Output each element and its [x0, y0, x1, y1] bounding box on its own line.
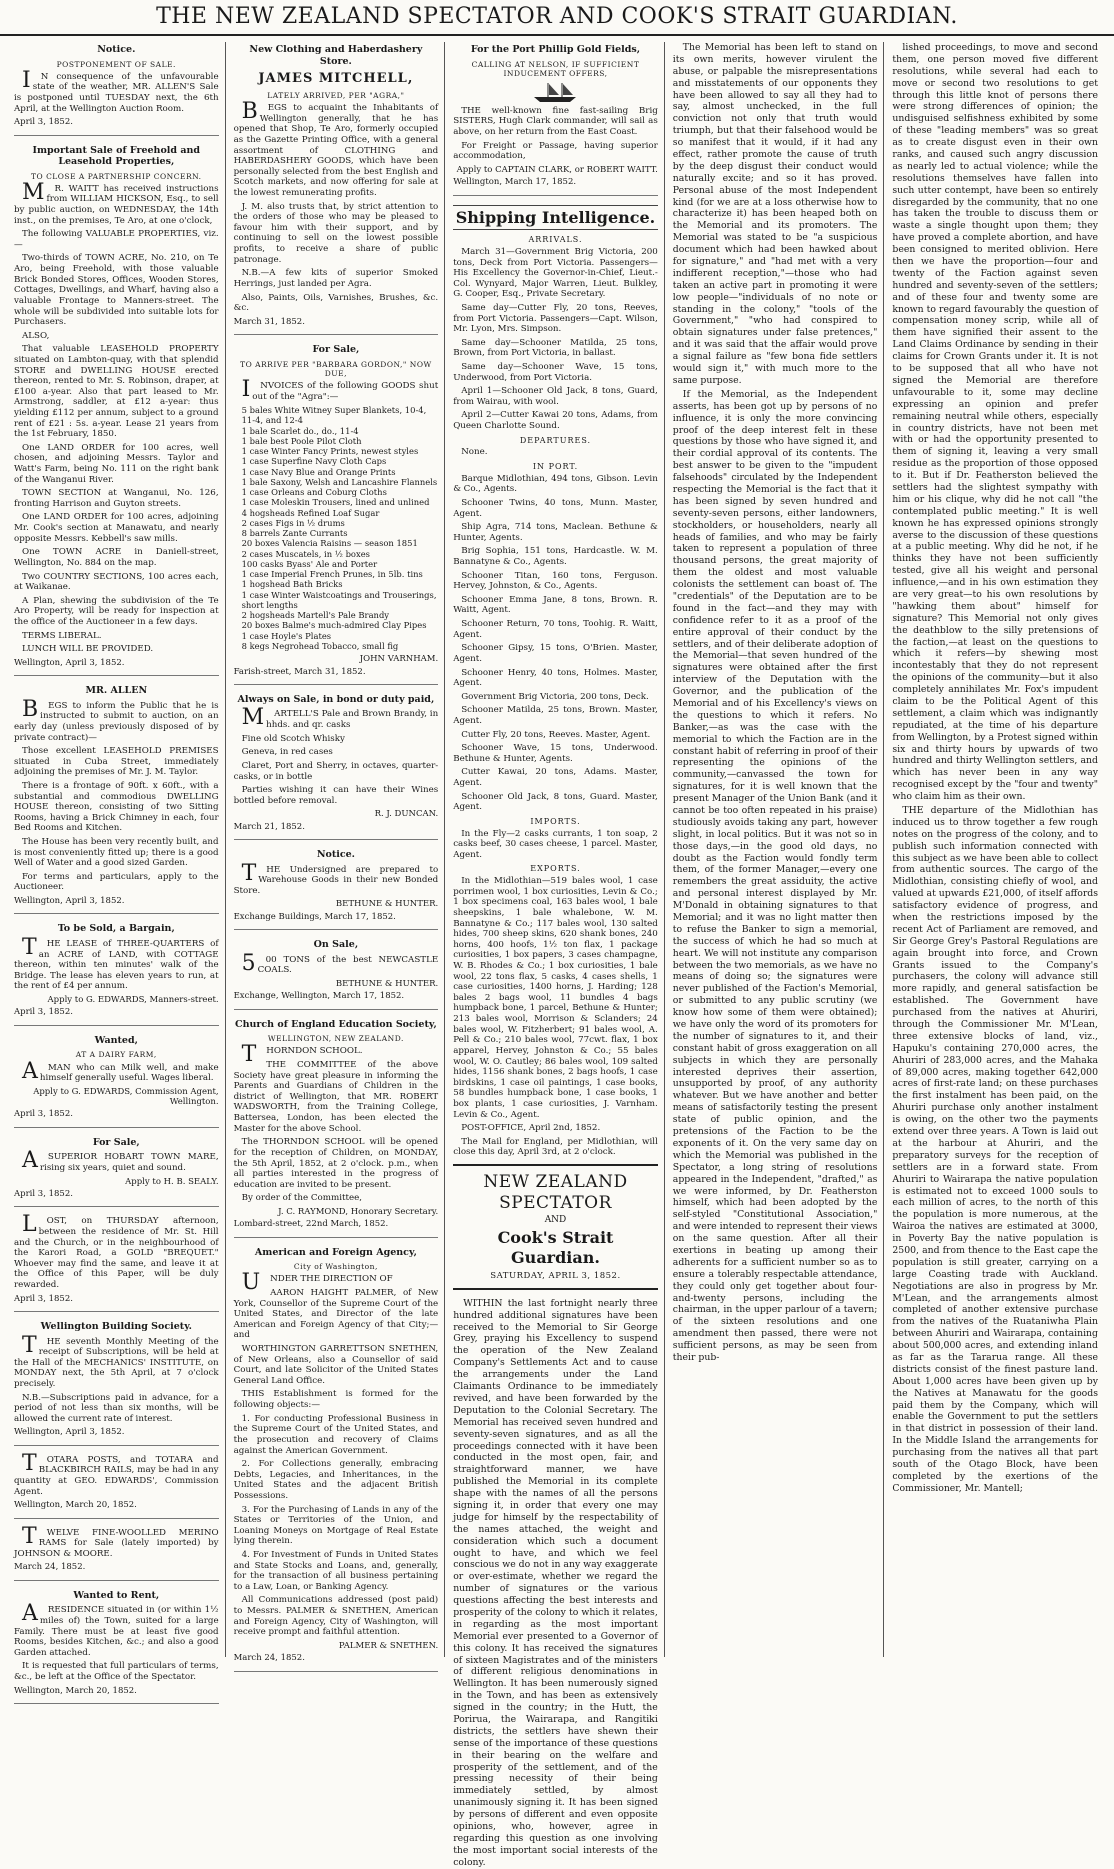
ad-paragraph: 2. For Collections generally, embracing Debts, Legacies, and Inheritances, in the United States and the adjacent British Possessions.: [233, 1459, 439, 1501]
advertisement: [14, 1321, 219, 1446]
ad-title: For Sale,: [92, 1136, 140, 1148]
ad-date: Exchange, Wellington, March 17, 1852.: [233, 991, 405, 1002]
ad-paragraph: Geneva, in red cases: [241, 747, 333, 758]
ad-heading: JAMES MITCHELL,: [258, 71, 414, 87]
ad-date: Wellington, March 17, 1852.: [453, 177, 577, 188]
ad-paragraph: WORTHINGTON GARRETTSON SNETHEN, of New Orleans, also a Counsellor of said Court, and late Solicitor of the United States General Land Office.: [233, 1344, 439, 1386]
ad-title: To be Sold, a Bargain,: [57, 923, 175, 935]
shipping-entry: Same day—Schooner Matilda, 25 tons, Brown, from Port Victoria, in ballast.: [453, 337, 658, 359]
shipping-entry: Same day—Schooner Wave, 15 tons, Underwood, from Port Victoria.: [453, 361, 658, 383]
ad-paragraph: One LAND ORDER for 100 acres, well chosen, and adjoining Messrs. Taylor and Watt's Farm, being No. 111 on the right bank of the Wanganui River.: [14, 442, 219, 485]
column-5: [892, 42, 1104, 1657]
ad-date: April 3, 1852.: [14, 1293, 73, 1304]
nameplate-date: SATURDAY, APRIL 3, 1852.: [490, 1271, 621, 1282]
advertisement: [14, 1590, 219, 1704]
in-port-list: [453, 474, 658, 813]
ad-paragraph: TWELVE FINE-WOOLLED MERINO RAMS for Sale (lately imported) by JOHNSON & MOORE.: [14, 1523, 219, 1559]
ad-date: March 24, 1852.: [233, 1653, 305, 1664]
goods-item: 8 kegs Negrohead Tobacco, small fig: [241, 640, 399, 651]
ad-paragraph: ASUPERIOR HOBART TOWN MARE, rising six years, quiet and sound.: [22, 1148, 219, 1174]
ad-title: Important Sale of Freehold and Leasehold Properties,: [32, 144, 201, 168]
goods-item: 5 bales White Witney Super Blankets, 10-4, 11-4, and 12-4: [241, 405, 427, 426]
shipping-intelligence-heading: Shipping Intelligence.: [453, 205, 658, 231]
ad-paragraph: BEGS to acquaint the Inhabitants of Wellington generally, that he has opened that Shop, Te Aro, formerly occupied as the Gazette Printing Office, with a general assortment of CLOTHING and HABERDASHERY GOODS, which have been personally selected from the best English and Scotch markets, and now offering for sale at the lowest remunerating profits.: [233, 99, 439, 199]
ad-paragraph: TERMS LIBERAL.: [22, 630, 102, 641]
ad-paragraph: Two-thirds of TOWN ACRE, No. 210, on Te Aro, being Freehold, with those valuable Brick Bonded Stores, Offices, Wooden Stores, Cottages, Dwellings, and Wharf, having also a valuable Frontage to Manners-street. The whole will be subdivided into suitable lots for Purchasers.: [14, 253, 219, 328]
shipping-entry: Barque Midlothian, 494 tons, Gibson. Levin & Co., Agents.: [453, 473, 658, 495]
advertisement: [14, 145, 219, 677]
ad-title: American and Foreign Agency,: [254, 1246, 417, 1258]
ad-paragraph: Fine old Scotch Whisky: [241, 733, 345, 744]
ad-paragraph: All Communications addressed (post paid) to Messrs. PALMER & SNETHEN, American and Foreign Agency, City of Washington, will receive prompt and faithful attention.: [233, 1595, 439, 1638]
shipping-entry: In the Midlothian—519 bales wool, 1 case porrimen wool, 1 box curiosities, Levin & Co.; 1 box specimens coal, 163 bales wool, 1 bale sheepskins, 1 bale whalebone, W. M. Bannatyne & Co.; 117 bales wool, 130 salted hides, 700 sheep skins, 620 shank bones, 240 horns, 400 hoofs, 1½ ton flax, 1 package curiosities, 1 box papers, 3 cases champagne, W. B. Rhodes & Co.; 1 box curiosities, 1 bale wool, 22 tons flax, 5 casks, 4 cases shells, 1 case curiosities, 1400 horns, J. Harding; 128 bales 2 bags wool, 11 bundles 4 bags humpback bone, 1 parcel, Bethune & Hunter; 213 bales wool, Morrison & Sclanders; 24 bales wool, W. Fitzherbert; 91 bales wool, A. Pell & Co.; 210 bales wool, 77cwt. flax, 1 box apparel, Hervey, Johnston & Co.; 55 bales wool, W. O. Cautley; 86 bales wool, 109 salted hides, 1156 shank bones, 2 bags hoofs, 1 case birdskins, 1 case oil paintings, 1 case books, 58 bundles humpback bone, 1 case books, 1 box plants, 1 case curiosities, J. Varnham. Levin & Co., Agent.: [453, 876, 658, 1120]
ad-title: MR. ALLEN: [85, 685, 148, 697]
ad-title: Church of England Education Society,: [235, 1018, 437, 1030]
ad-paragraph: LUNCH WILL BE PROVIDED.: [22, 644, 154, 655]
exports-list: [453, 876, 658, 1120]
editorial-paragraph: WITHIN the last fortnight nearly three hundred additional signatures have been received to the Memorial to Sir George Grey, praying his Excellency to suspend the operation of the New Zealand Company's Settlements Act and to cause the arrangements under the Land Claimants Ordinance to be immediately revived, and have been forwarded by the Deputation to the Colonial Secretary. The Memorial has received seven hundred and seventy-seven signatures, and as all the proceedings connected with it have been conducted in the most open, fair, and straightforward manner, we have published the Memorial in its complete shape with the names of all the persons signing it, in order that every one may judge for himself by the respectability of the names attached, the weight and consideration which such a document ought to have, and which we feel conscious we do not in any way exaggerate or over-estimate, whether we regard the number of signatures or the various questions affecting the best interests and prosperity of the colony to which it relates, in regarding as the most important Memorial ever presented to a Governor of this colony. It has received the signatures of sixteen Magistrates and of the ministers of different religious denominations in Wellington. It has been numerously signed in the Town, and has been as extensively signed in the country; in the Hutt, the Porirua, the Wairarapa, and Rangitiki districts, the settlers have shewn their sense of the importance of these questions in their bearing on the welfare and prosperity of the settlement, and of the pressing necessity of their being immediately settled, by almost unanimously signing it. It has been signed by persons of different and even opposite opinions, who, however, agree in regarding this question as one involving the most important social interests of the colony.: [453, 1297, 658, 1868]
ad-subtitle: City of Washington,: [293, 1262, 378, 1272]
advertisement: [14, 685, 219, 914]
advertisement: [14, 923, 219, 1025]
ad-date: Wellington, March 20, 1852.: [14, 1685, 137, 1696]
shipping-entry: Schooner Old Jack, 8 tons, Guard. Master, Agent.: [453, 791, 658, 813]
ad-title: Wanted to Rent,: [73, 1589, 160, 1601]
ad-date: Wellington, March 20, 1852.: [14, 1500, 137, 1511]
post-office-notice: [453, 1123, 658, 1158]
departures-list: [453, 447, 658, 458]
ad-date: March 21, 1852.: [233, 821, 305, 832]
ad-paragraph: THE Undersigned are prepared to Warehouse Goods in their new Bonded Store.: [233, 860, 439, 896]
goods-item: 1 case Imperial French Prunes, in 5lb. tins: [241, 569, 423, 580]
shipping-entry: Schooner Titan, 160 tons, Ferguson. Hervey, Johnston, & Co., Agents.: [453, 570, 658, 592]
shipping-entry: POST-OFFICE, April 2nd, 1852.: [461, 1123, 601, 1134]
shipping-entry: Cutter Kawai, 20 tons, Adams. Master, Agent.: [453, 767, 658, 788]
ad-paragraph: THE seventh Monthly Meeting of the receipt of Subscriptions, will be held at the Hall of the MECHANICS' INSTITUTE, on MONDAY next, the 5th April, at 7 o'clock precisely.: [14, 1332, 219, 1389]
ad-paragraph: ARESIDENCE situated in (or within 1½ miles of) the Town, suited for a large Family. There must be at least five good Rooms, besides Kitchen, &c.; and also a good Garden attached.: [14, 1601, 219, 1658]
ad-paragraph: Two COUNTRY SECTIONS, 100 acres each, at Waikanae.: [14, 571, 219, 593]
editorial-paragraph: The Memorial has been left to stand on its own merits, however virulent the abuse, or palpable the misrepresentations and misstatements of our opponents they have been allowed to say all they had to say, almost unchecked, in the full conviction not only that truth would triumph, but that their falsehood would be so manifest that it would, if it had any effect, rather promote the cause of truth by the deep disgust their conduct would naturally excite; and so it has proved. Personal abuse of the most Independent kind (for we are at a loss otherwise how to characterize it) has been heaped both on the Memorial and its promoters. The Memorial was stated to be "a suspicious document which had been hawked about for signature," and "had met with a very indifferent reception,"—those who had taken an active part in promoting it were low people—"individuals of no note or standing in the colony," "tools of the Government," "who had conspired to obtain signatures under false pretences," and it was said that the affair would prove a signal failure as "few bona fide settlers would sign it," with much more to the same purpose.: [672, 42, 878, 386]
ad-paragraph: A Plan, shewing the subdivision of the Te Aro Property, will be ready for inspection at the office of the Auctioneer in a few days.: [14, 595, 219, 627]
shipping-entry: Schooner Henry, 40 tons, Holmes. Master, Agent.: [453, 667, 658, 689]
ad-paragraph: The THORNDON SCHOOL will be opened for the reception of Children, on MONDAY, the 5th April, 1852, at 2 o'clock. p.m., when all parties interested in the progress of education are invited to be present.: [233, 1137, 439, 1190]
ad-paragraph: There is a frontage of 90ft. x 60ft., with a substantial and commodious DWELLING HOUSE thereon, consisting of two Sitting Rooms, having a Brick Chimney in each, four Bed Rooms and Kitchen.: [14, 781, 219, 834]
ad-paragraph: 500 TONS of the best NEWCASTLE COALS.: [241, 950, 439, 976]
ad-signature: BETHUNE & HUNTER.: [335, 978, 439, 989]
editorial-paragraph: If the Memorial, as the Independent asserts, has been got up by persons of no influence, it is only the more convincing proof of the deep interest felt in these questions by those who have signed it, and their cordial approval of its contents. The best answer to be given to the "impudent falsehoods" circulated by the Independent respecting the Memorial is the fact that it has been signed by seven hundred and seventy-seven persons, either landowners, stockholders, or householders, nearly all heads of families, and who may be fairly taken to represent a population of three thousand persons, the great majority of them the oldest and most valuable colonists the settlement can boast of. The "credentials" of the Deputation are to be found in the fact—and they may with confidence refer to it as a proof of the entire approval of their conduct by the settlers, and of their deliberate adoption of the Memorial—that seven hundred of the signatures were obtained after the first interview of the Deputation with the Governor, and the publication of the Memorial and of his Excellency's views on the questions to which it refers. No Banker,—as was the case with the memorial to which the Faction are in the constant habit of referring in proof of their representing the opinions of the community,—canvassed the town for signatures, for it is well known that the present Manager of the Union Bank (and it cannot be too often repeated in his praise) studiously avoids taking any part, however slight, in local politics. But it was not so in those days,—in the good old days, no doubt as the Faction would fondly term them, of the former Manager,—every one remembers the great assiduity, the active and personal interest displayed by Mr. M'Donald in obtaining signatures to that Memorial; and it was no light matter then to refuse the Banker to sign a memorial, the success of which he had so much at heart. We will not institute any comparison between the two memorials, as we have no means of doing so; the signatures were never published of the Faction's Memorial, or submitted to any public scrutiny (we know how some of them were obtained); we have only the word of its promoters for the number of signatures to it, and their constant habit of gross exaggeration on all subjects in which they are personally interested deprives their assertion, unsupported by proof, of any authority whatever. But we have another and better means of satisfactorily testing the present state of public opinion, and the pretensions of the Faction to be the exponents of it. On the very same day on which the Memorial was published in the Spectator, a long string of resolutions appeared in the Independent, "drafted," as we were informed, by Dr. Featherston himself, which had been adopted by the self-styled "Constitutional Association," and were intended to represent their views on the same question. After all their exertions in beating up among their adherents for a sufficient number so as to ensure a tolerably respectable attendance, they could only get together about four-and-twenty persons, including the chairman, in the upper parlour of a tavern; of the sixteen resolutions and one amendment then passed, there were not sufficient persons, as may be seen from their pub-: [672, 388, 878, 1363]
goods-item: 1 bale Scarlet do., do., 11-4: [241, 425, 359, 436]
advertisement: [234, 1019, 439, 1238]
ad-date: Wellington, April 3, 1852.: [14, 657, 125, 668]
goods-item: 2 cases Figs in ½ drums: [241, 517, 345, 528]
ad-paragraph: 3. For the Purchasing of Lands in any of the States or Territories of the Union, and Loaning Moneys on Mortgage of Real Estate lying therein.: [233, 1504, 439, 1547]
ad-paragraph: One TOWN ACRE in Daniell-street, Wellington, No. 884 on the map.: [14, 547, 219, 568]
ad-subtitle: AT A DAIRY FARM,: [75, 1050, 157, 1060]
shipping-entry: Same day—Cutter Fly, 20 tons, Reeves, from Port Victoria. Passengers—Capt. Wilson, Mr. Lyon, Mrs. Simpson.: [453, 302, 658, 335]
goods-item: 8 barrels Zante Currants: [241, 528, 348, 539]
ad-paragraph: Also, Paints, Oils, Varnishes, Brushes, &c. &c.: [233, 292, 439, 314]
advertisement: [234, 344, 439, 685]
shipping-entry: April 1—Schooner Old Jack, 8 tons, Guard, from Wairau, with wool.: [453, 386, 658, 407]
shipping-entry: Schooner Wave, 15 tons, Underwood. Bethune & Hunter, Agents.: [453, 743, 658, 764]
goods-item: 1 case Navy Blue and Orange Prints: [241, 466, 396, 477]
advertisement: [14, 1212, 219, 1312]
column-4: [673, 42, 885, 1657]
shipping-entry: Schooner Gipsy, 15 tons, O'Brien. Master, Agent.: [453, 643, 658, 664]
ad-paragraph: MR. WAITT has received instructions from WILLIAM HICKSON, Esq., to sell by public auction, on WEDNESDAY, the 14th inst., on the premises, Te Aro, at one o'clock,: [14, 179, 219, 226]
departures-heading: DEPARTURES.: [519, 435, 592, 445]
ad-title: On Sale,: [313, 939, 359, 951]
advertisement: [14, 1523, 219, 1581]
ad-paragraph: The following VALUABLE PROPERTIES, viz.—: [14, 229, 219, 250]
advertisement: [234, 1247, 439, 1672]
ad-paragraph: THE COMMITTEE of the above Society have great pleasure in informing the Parents and Guardians of Children in the district of Wellington, that MR. ROBERT WADSWORTH, from the Training College, Battersea, London, has been elected the Master for the above School.: [233, 1060, 439, 1134]
ad-date: Wellington, April 3, 1852.: [14, 896, 125, 907]
ad-paragraph: Parties wishing it can have their Wines bottled before removal.: [233, 785, 439, 806]
editorial: [453, 1298, 658, 1869]
column-2: [233, 42, 446, 1664]
goods-item: 100 casks Byass' Ale and Porter: [241, 558, 378, 569]
ad-paragraph: THE well-known fine fast-sailing Brig SISTERS, Hugh Clark commander, will sail as above, on her return from the East Coast.: [453, 105, 658, 138]
ad-title: Notice.: [97, 44, 136, 55]
advertisement: [234, 849, 439, 930]
ad-paragraph: By order of the Committee,: [241, 1193, 363, 1204]
ad-date: Farish-street, March 31, 1852.: [233, 666, 366, 677]
shipping-entry: Schooner Return, 70 tons, Toohig. R. Waitt, Agent.: [453, 619, 658, 640]
ad-paragraph: INVOICES of the following GOODS shut out of the "Agra":—: [241, 376, 439, 402]
advertisement: [234, 694, 439, 840]
ad-subtitle: TO CLOSE A PARTNERSHIP CONCERN.: [31, 171, 202, 181]
shipping-entry: Brig Sophia, 151 tons, Hardcastle. W. M. Bannatyne & Co., Agents.: [453, 546, 658, 568]
ad-date: April 3, 1852.: [14, 1188, 73, 1199]
goods-item: 1 hogshead Bath Bricks: [241, 579, 343, 590]
ship-icon: [532, 81, 578, 103]
ad-paragraph: 4. For Investment of Funds in United States and State Stocks and Loans, and, generally, for the transaction of all business pertaining to a Law, Loan, or Banking Agency.: [233, 1550, 439, 1592]
advertisement: [14, 44, 219, 136]
ad-signature: J. C. RAYMOND, Honorary Secretary.: [278, 1206, 439, 1217]
advertisement: [14, 1450, 219, 1519]
goods-item: 20 boxes Balme's much-admired Clay Pipes: [241, 620, 427, 631]
ad-paragraph: ALSO,: [22, 330, 50, 341]
goods-item: 1 case Winter Fancy Prints, newest styles: [241, 446, 419, 457]
goods-item: 1 case Winter Waistcoatings and Trouserings, short lengths: [241, 589, 437, 610]
nameplate-title: NEW ZEALAND SPECTATOR: [483, 1171, 628, 1213]
ad-paragraph: LOST, on THURSDAY afternoon, between the residence of Mr. St. Hill and the Church, or in the neighbourhood of the Karori Road, a GOLD "BREQUET." Whoever may find the same, and leave it at the Office of this Paper, will be duly rewarded.: [14, 1212, 219, 1290]
nameplate-and: AND: [544, 1215, 567, 1226]
ad-paragraph: AMAN who can Milk well, and make himself generally useful. Wages liberal.: [22, 1058, 219, 1084]
ad-title: For the Port Phillip Gold Fields,: [470, 44, 641, 55]
ad-paragraph: 1. For conducting Professional Business in the Supreme Court of the United States, and the prosecution and recovery of Claims against the American Government.: [233, 1413, 439, 1456]
ad-subtitle: CALLING AT NELSON, IF SUFFICIENT INDUCEMENT OFFERS,: [471, 59, 640, 78]
goods-item: 4 hogsheads Refined Loaf Sugar: [241, 507, 380, 518]
ad-paragraph: Claret, Port and Sherry, in octaves, quarter-casks, or in bottle: [233, 760, 439, 782]
ad-paragraph: MARTELL'S Pale and Brown Brandy, in hhds. and qr. casks: [241, 705, 439, 731]
shipping-entry: March 31—Government Brig Victoria, 200 tons, Deck from Port Victoria. Passengers—His Excellency the Governor-in-Chief, Lieut.-Col. Wynyard, Major Warren, Lieut. Bulkley, G. Cooper, Esq., Private Secretary.: [453, 246, 658, 300]
shipping-entry: Government Brig Victoria, 200 tons, Deck.: [461, 691, 649, 702]
shipping-entry: Schooner Emma Jane, 8 tons, Brown. R. Waitt, Agent.: [453, 594, 658, 616]
ad-title: Notice.: [316, 849, 355, 861]
goods-item: 1 case Orleans and Coburg Cloths: [241, 487, 387, 498]
shipping-entry: Schooner Matilda, 25 tons, Brown. Master, Agent.: [453, 705, 658, 726]
columns: [14, 42, 1104, 1868]
ad-paragraph: For terms and particulars, apply to the Auctioneer.: [14, 871, 219, 893]
shipping-entry: None.: [461, 447, 488, 458]
shipping-entry: Ship Agra, 714 tons, Maclean. Bethune & Hunter, Agents.: [453, 522, 658, 543]
ad-paragraph: It is requested that full particulars of terms, &c., be left at the Office of the Spectator.: [14, 1661, 219, 1682]
ad-paragraph: Those excellent LEASEHOLD PREMISES situated in Cuba Street, immediately adjoining the premises of Mr. J. M. Taylor.: [14, 746, 219, 778]
ad-paragraph: One LAND ORDER for 100 acres, adjoining Mr. Cook's section at Manawatu, and nearly opposite Messrs. Kebbell's saw mills.: [14, 512, 219, 544]
ad-paragraph: UNDER THE DIRECTION OF: [241, 1270, 393, 1296]
ad-signature: JOHN VARNHAM.: [359, 654, 439, 665]
column-1: [14, 42, 226, 1696]
ad-paragraph: That valuable LEASEHOLD PROPERTY situated on Lambton-quay, with that splendid STORE and DWELLING HOUSE erected thereon, rented to Mr. S. Robinson, draper, at £100 a-year. Also that part leased to Mr. Armstrong, saddler, at £12 a-year: thus yielding £112 per annum, subject to a ground rent of £21 : 5s. a-year. Lease 21 years from the 1st February, 1850.: [14, 344, 219, 440]
ad-paragraph: N.B.—A few kits of superior Smoked Herrings, just landed per Agra.: [233, 268, 439, 289]
ad-signature: Apply to CAPTAIN CLARK, or ROBERT WAITT.: [456, 164, 658, 175]
ad-signature: PALMER & SNETHEN.: [338, 1640, 439, 1651]
ad-date: April 3, 1852.: [14, 117, 73, 128]
ad-subtitle: LATELY ARRIVED, PER "AGRA,": [267, 91, 405, 101]
ad-paragraph: TOWN SECTION at Wanganui, No. 126, fronting Harrison and Guyton streets.: [14, 488, 219, 509]
shipping-entry: April 2—Cutter Kawai 20 tons, Adams, from Queen Charlotte Sound.: [453, 410, 658, 432]
shipping-entry: Cutter Fly, 20 tons, Reeves. Master, Agent.: [461, 729, 651, 740]
shipping-entry: Schooner Twins, 40 tons, Munn. Master, Agent.: [453, 497, 658, 519]
exports-heading: EXPORTS.: [530, 864, 581, 874]
ad-paragraph: J. M. also trusts that, by strict attention to the orders of those who may be pleased to favour him with their support, and by continuing to sell on the lowest possible profits, to receive a share of public patronage.: [233, 201, 439, 265]
port-phillip-ad: [453, 44, 658, 196]
goods-item: 1 case Hoyle's Plates: [241, 630, 332, 641]
ad-paragraph: For Freight or Passage, having superior accommodation,: [453, 140, 658, 162]
ad-date: April 3, 1852.: [14, 1109, 73, 1120]
goods-item: 1 case Superfine Navy Cloth Caps: [241, 456, 387, 467]
goods-item: 1 bale best Poole Pilot Cloth: [241, 435, 362, 446]
goods-item: 2 cases Muscatels, in ½ boxes: [241, 548, 370, 559]
ad-date: Wellington, April 3, 1852.: [14, 1427, 125, 1438]
goods-list: [242, 405, 439, 651]
arrivals-heading: ARRIVALS.: [528, 235, 583, 245]
advertisement: [234, 44, 439, 335]
goods-item: 1 bale Saxony, Welsh and Lancashire Flannels: [241, 476, 438, 487]
ad-paragraph: THIS Establishment is formed for the following objects:—: [233, 1389, 439, 1411]
ad-date: Exchange Buildings, March 17, 1852.: [233, 911, 396, 922]
goods-item: 1 case Moleskin Trousers, lined and unlined: [241, 497, 430, 508]
nameplate-subtitle: Cook's Strait Guardian.: [497, 1228, 614, 1267]
shipping-entry: In the Fly—2 casks currants, 1 ton soap, 2 casks beef, 30 cases cheese, 1 parcel. Master, Agent.: [453, 828, 658, 860]
ad-paragraph: BEGS to inform the Public that he is instructed to submit to auction, on an early day (unless previously disposed of by private contract)—: [14, 696, 219, 743]
in-port-heading: IN PORT.: [532, 462, 579, 471]
ad-signature: R. J. DUNCAN.: [374, 809, 439, 820]
ad-date: April 3, 1852.: [14, 1007, 73, 1018]
ad-paragraph: AARON HAIGHT PALMER, of New York, Counsellor of the Supreme Court of the United States, and Director of the late American and Foreign Agency of that City;—and: [233, 1288, 439, 1341]
column-3: [453, 42, 665, 1868]
masthead: THE NEW ZEALAND SPECTATOR AND COOK'S STRAIT GUARDIAN.: [0, 0, 1114, 36]
ad-signature: BETHUNE & HUNTER.: [335, 899, 439, 910]
ad-subtitle: TO ARRIVE PER "BARBARA GORDON," NOW DUE,: [240, 359, 432, 378]
ad-date: Lombard-street, 22nd March, 1852.: [233, 1219, 389, 1230]
ad-title: Wellington Building Society.: [40, 1320, 192, 1332]
ad-title: New Clothing and Haberdashery Store.: [249, 44, 423, 67]
ad-signature: Apply to G. EDWARDS, Commission Agent, Wellington.: [33, 1086, 219, 1108]
goods-item: 2 hogsheads Martell's Pale Brandy: [241, 610, 390, 621]
ad-subtitle: POSTPONEMENT OF SALE.: [56, 59, 176, 69]
advertisement: [14, 1035, 219, 1128]
ad-title: Always on Sale, in bond or duty paid,: [237, 693, 435, 705]
shipping-entry: The Mail for England, per Midlothian, will close this day, April 3rd, at 2 o'clock.: [453, 1136, 658, 1158]
ad-paragraph: The House has been very recently built, and is most conveniently fitted up; there is a good Well of Water and a good sized Garden.: [14, 837, 219, 869]
imports-list: [453, 829, 658, 861]
ad-paragraph: N.B.—Subscriptions paid in advance, for a period of not less than six months, will be allowed the current rate of interest.: [14, 1392, 219, 1424]
imports-heading: IMPORTS.: [530, 816, 581, 826]
ad-date: March 24, 1852.: [14, 1562, 86, 1573]
advertisement: [14, 1137, 219, 1208]
editorial-paragraph: THE departure of the Midlothian has induced us to throw together a few rough notes on the progress of the colony, and to publish such information connected with this subject as we have been able to collect from authentic sources. The cargo of the Midlothian, consisting chiefly of wool, and valued at upwards £21,000, of itself affords satisfactory evidence of progress, and when the restrictions imposed by the recent Act of Parliament are removed, and Sir George Grey's Pastoral Regulations are again brought into force, and Crown Grants issued to the Company's purchasers, the colony will advance still more rapidly, and general satisfaction be established. The Government have purchased from the natives at Ahuriri, through the Commissioner Mr. M'Lean, three extensive blocks of land, viz., Hapuku's containing 270,000 acres, the Ahuriri of 283,000 acres, and the Mahaka of 89,000 acres, making together 642,000 acres of first-rate land; on these purchases the first instalment has been paid, on the Ahuriri purchase only another instalment is owing, on the other two the payments extend over three years. A Town is laid out at the harbour at Ahuriri, and the preparatory surveys for the reception of settlers are in a forward state. From Ahuriri to Wairarapa the native population is estimated not to exceed 1000 souls to each million of acres, to the north of this the population is more numerous, at the Wairoa the natives are estimated at 3000, in Poverty Bay the native population is 2500, and from thence to the East cape the population is still greater, carrying on a large Coasting trade with Auckland. Negotiations are also in progress by Mr. M'Lean, and the arrangements almost completed of another extensive purchase from the natives of the Ruataniwha Plain between Ahuriri and Wairarapa, containing about 500,000 acres, and extending inland as far as the Tararua range. All these districts consist of the finest pasture land. About 1,000 acres have been given up by the Natives at Manawatu for the goods paid them by the Company, which will enable the Government to put the settlers in that district in possession of their land. In the Middle Island the arrangements for purchasing from the natives all that part south of the Otago Block, have been completed by the exertions of the Commissioner, Mr. Mantell;: [892, 805, 1098, 1494]
nameplate: [453, 1164, 658, 1290]
ad-paragraph: IN consequence of the unfavourable state of the weather, MR. ALLEN'S Sale is postponed until TUESDAY next, the 6th April, at the Wellington Auction Room.: [14, 67, 219, 114]
ad-paragraph: THE LEASE of THREE-QUARTERS of an ACRE of LAND, with COTTAGE thereon, within ten minutes' walk of the Bridge. The lease has eleven years to run, at the rent of £4 per annum.: [14, 935, 219, 992]
arrivals-list: [453, 247, 658, 432]
ad-subtitle: WELLINGTON, NEW ZEALAND.: [267, 1034, 404, 1044]
ad-paragraph: TOTARA POSTS, and TOTARA and BLACKBIRCH RAILS, may be had in any quantity at GEO. EDWARDS', Commission Agent.: [14, 1450, 219, 1497]
editorial-paragraph: lished proceedings, to move and second them, one person moved five different resolutions, while several had each to move or second two resolutions to get through this little knot of persons there were strong differences of opinion; the undisguised selfishness exhibited by some of these "leading members" was so great as to create disgust even in their own ranks, and caused such angry discussion as nearly led to actual violence; while the resolutions themselves have fallen into such utter contempt, have been so entirely disregarded by the community, that no one has taken the trouble to discuss them or waste a single thought upon them; they have proved a complete abortion, and have been consigned to merited oblivion. Here then we have the proportion—four and twenty of the Faction against seven hundred and seventy-seven of the settlers; and of these four and twenty some are known to regard favourably the question of compensation money scrip, while all of them have signified their assent to the Land Claims Ordinance by sending in their claims for Crown Grants under it. It is not to be supposed that all who have not signed the Memorial are therefore unfavourable to it, some may decline expressing an opinion and prefer remaining neutral while others, especially in country districts, have not been met with or had the opportunity presented to them of signing it, leaving a very small residue as the proportion of those opposed to it. But if Dr. Featherston believed the settlers had the slightest sympathy with him or his clique, why did he not call "the contemplated public meeting." It is well known he has expressed opinions strongly averse to the discussion of these questions at a public meeting. Why did he not, if he thinks they have not been sufficiently tested, give all his weight and personal influence,—and in his own estimation they are very great—to his own resolutions by "hawking them about" himself for signature? This Memorial not only gives the deathblow to the silly pretensions of the faction,—at least on the questions to which it refers—by shewing most incontestably that they do not represent the opinions of the community—but it also completely annihilates Mr. Fox's impudent claim to be the Political Agent of this settlement, a claim which was indignantly repudiated, at the time of his departure from Wellington, by a Protest signed within six and thirty hours by upwards of two hundred and thirty Wellington settlers, and which has never been in any way recognised except by the "four and twenty" who claim him as their own.: [892, 42, 1098, 803]
goods-item: 20 boxes Valencia Raisins — season 1851: [241, 538, 418, 549]
ad-title: For Sale,: [312, 344, 360, 356]
ad-paragraph: THORNDON SCHOOL.: [241, 1042, 363, 1068]
ad-signature: Apply to H. B. SEALY.: [125, 1176, 219, 1187]
ad-date: March 31, 1852.: [233, 316, 305, 327]
ad-signature: Apply to G. EDWARDS, Manners-street.: [47, 995, 219, 1006]
advertisement: [234, 939, 439, 1010]
ad-title: Wanted,: [94, 1034, 138, 1046]
